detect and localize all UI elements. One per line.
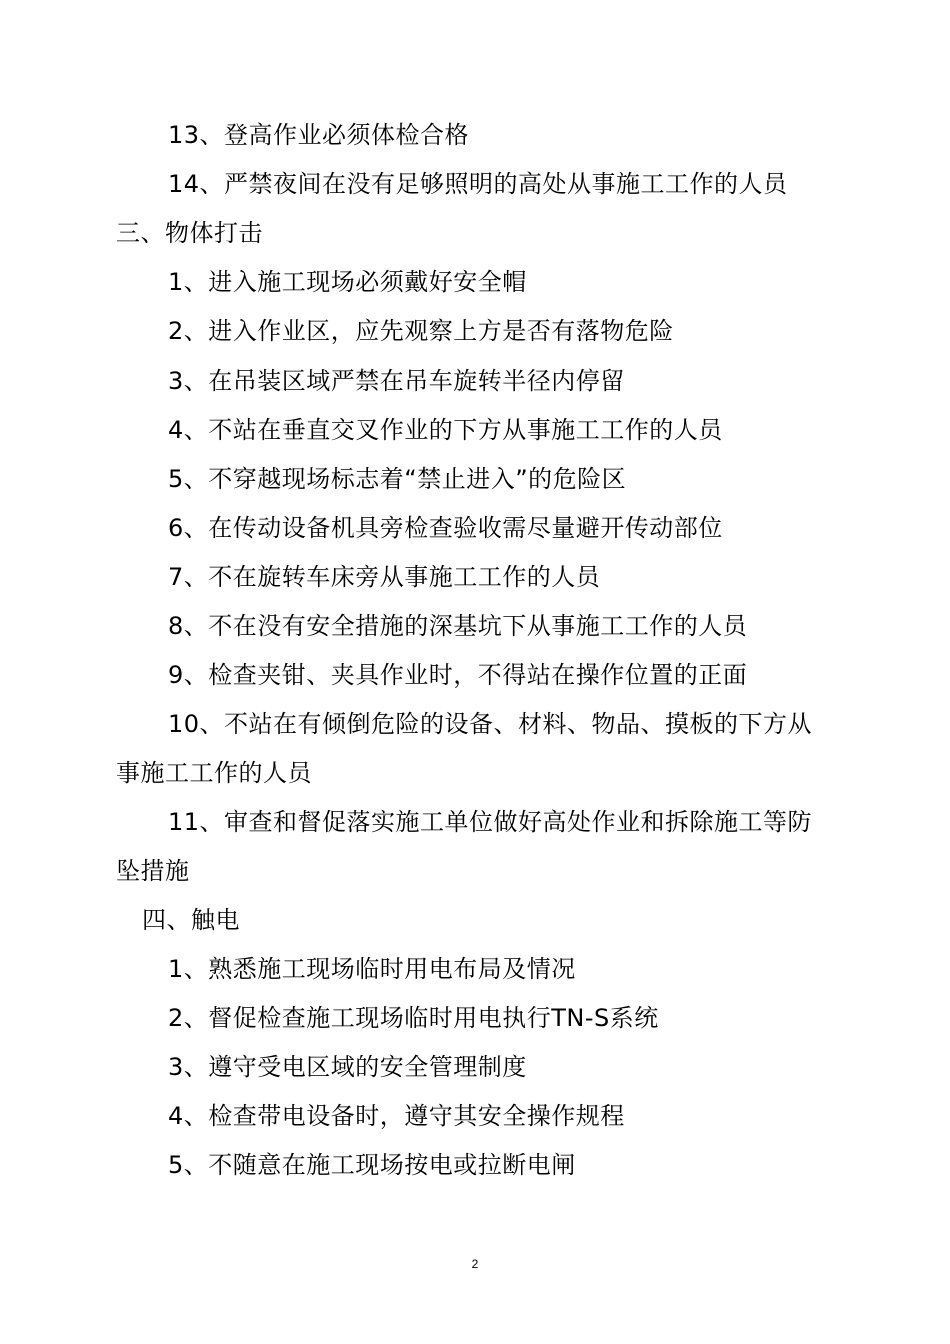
text-line: 8、不在没有安全措施的深基坑下从事施工工作的人员 [168, 612, 748, 640]
text-line: 11、审查和督促落实施工单位做好高处作业和拆除施工等防 [168, 808, 813, 836]
text-line: 2、进入作业区，应先观察上方是否有落物危险 [168, 317, 674, 345]
text-line: 14、严禁夜间在没有足够照明的高处从事施工工作的人员 [168, 170, 788, 198]
text-line: 5、不随意在施工现场按电或拉断电闸 [168, 1151, 576, 1179]
text-line-continuation: 坠措施 [116, 857, 190, 885]
section-heading: 三、物体打击 [116, 219, 263, 247]
text-line: 4、不站在垂直交叉作业的下方从事施工工作的人员 [168, 416, 723, 444]
page-number: 2 [471, 1257, 479, 1271]
text-line: 6、在传动设备机具旁检查验收需尽量避开传动部位 [168, 514, 723, 542]
text-line: 9、检查夹钳、夹具作业时，不得站在操作位置的正面 [168, 661, 748, 689]
text-line: 3、在吊装区域严禁在吊车旋转半径内停留 [168, 367, 625, 395]
text-line: 10、不站在有倾倒危险的设备、材料、物品、摸板的下方从 [168, 710, 813, 738]
text-line: 2、督促检查施工现场临时用电执行TN-S系统 [168, 1004, 659, 1032]
text-line: 5、不穿越现场标志着“禁止进入”的危险区 [168, 465, 627, 493]
text-line: 7、不在旋转车床旁从事施工工作的人员 [168, 563, 601, 591]
text-line-continuation: 事施工工作的人员 [116, 759, 312, 787]
text-line: 1、熟悉施工现场临时用电布局及情况 [168, 955, 576, 983]
text-line: 4、检查带电设备时，遵守其安全操作规程 [168, 1102, 625, 1130]
text-line: 1、进入施工现场必须戴好安全帽 [168, 268, 527, 296]
text-line: 13、登高作业必须体检合格 [168, 121, 470, 149]
section-heading: 四、触电 [142, 906, 240, 934]
text-line: 3、遵守受电区域的安全管理制度 [168, 1053, 527, 1081]
